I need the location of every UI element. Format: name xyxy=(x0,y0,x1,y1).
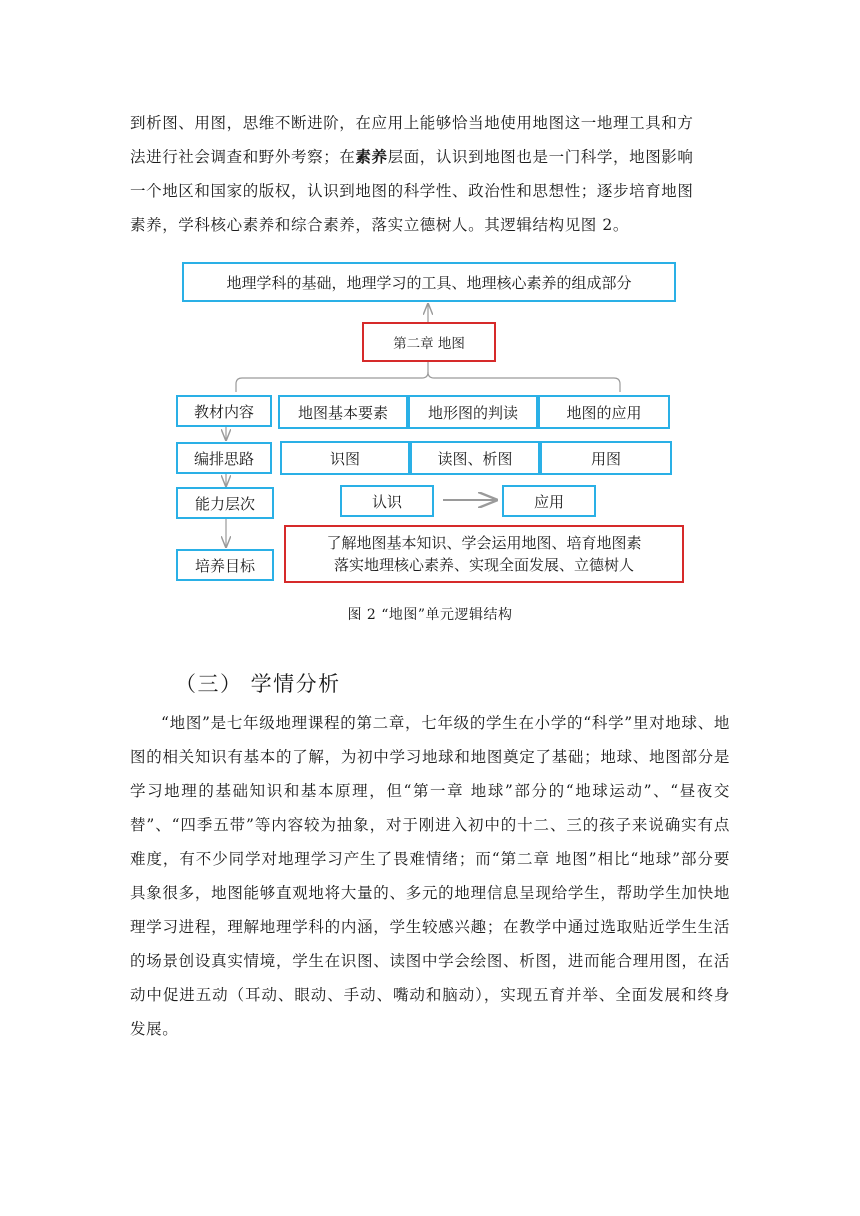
intro-line: 到析图、用图，思维不断进阶，在应用上能够恰当地使用地图这一地理工具和方 xyxy=(130,114,694,132)
goal-line: 落实地理核心素养、实现全面发展、立德树人 xyxy=(333,556,634,574)
intro-line: 素养，学科核心素养和综合素养，落实立德树人。其逻辑结构见图 2。 xyxy=(130,216,629,234)
figure-caption: 图 2 “地图”单元逻辑结构 xyxy=(347,607,513,623)
ability-from-box: 认识 xyxy=(340,485,434,517)
row-label-approach: 编排思路 xyxy=(176,442,272,474)
top-box: 地理学科的基础，地理学习的工具、地理核心素养的组成部分 xyxy=(182,262,676,302)
intro-line: 一个地区和国家的版权，认识到地图的科学性、政治性和思想性；逐步培育地图 xyxy=(130,182,694,200)
approach-cell: 读图、析图 xyxy=(410,441,540,475)
bracket-left xyxy=(236,362,428,392)
chapter-box: 第二章 地图 xyxy=(362,322,496,362)
ability-to-box: 应用 xyxy=(502,485,596,517)
content-cell: 地图基本要素 xyxy=(278,395,408,429)
row-label-content: 教材内容 xyxy=(176,395,272,427)
section-body: “地图”是七年级地理课程的第二章，七年级的学生在小学的“科学”里对地球、地图的相关知识有基本的了解，为初中学习地球和地图奠定了基础；地球、地图部分是学习地理的基础知识和基本原理，但“第一章 地球”部分的“地球运动”、“昼夜交替”、“四季五带”等内容较为抽象，对于刚进入初中的十二、三的孩子来说确实有点难度，有不少同学对地理学习产生了畏难情绪；而“第二章 地图”相比“地球”部分要具象很多，地图能够直观地将大量的、多元的地理信息呈现给学生，帮助学生加快地理学习进程，理解地理学科的内涵，学生较感兴趣；在教学中通过选取贴近学生生活的场景创设真实情境，学生在识图、读图中学会绘图、析图，进而能合理用图，在活动中促进五动（耳动、眼动、手动、嘴动和脑动），实现五育并举、全面发展和终身发展。 xyxy=(130,714,730,1038)
row-label-ability: 能力层次 xyxy=(176,487,274,519)
bracket-right xyxy=(428,372,620,392)
section-heading: （三） 学情分析 xyxy=(175,672,341,696)
approach-cell: 用图 xyxy=(540,441,672,475)
approach-cell: 识图 xyxy=(280,441,410,475)
intro-text: 层面，认识到地图也是一门科学，地图影响 xyxy=(387,148,694,166)
goal-box xyxy=(284,525,684,583)
content-cell: 地形图的判读 xyxy=(408,395,538,429)
content-cell: 地图的应用 xyxy=(538,395,670,429)
intro-text: 法进行社会调查和野外考察；在 xyxy=(130,148,356,166)
goal-line: 了解地图基本知识、学会运用地图、培育地图素 xyxy=(326,534,642,552)
row-label-goal: 培养目标 xyxy=(176,549,274,581)
bold-keyword: 素养 xyxy=(355,148,388,166)
